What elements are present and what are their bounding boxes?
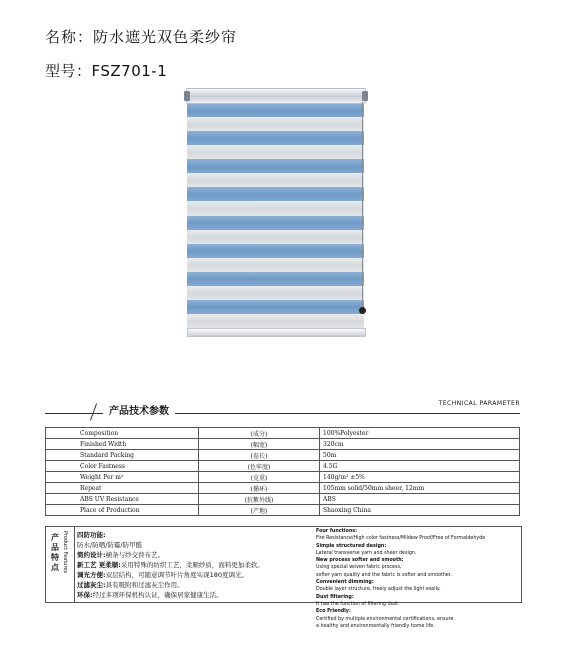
features-label xyxy=(46,527,75,602)
feature-cn-line-head: 四防功能: xyxy=(77,531,106,539)
blind-stripe-blue xyxy=(187,187,364,202)
blind-stripe-grey xyxy=(187,314,364,329)
feature-en-line xyxy=(316,594,520,601)
feature-en-line xyxy=(316,535,520,542)
feature-en-line-text: softer yarn quality and the fabric is softer and smoother. xyxy=(316,572,452,578)
blind-product-image xyxy=(186,88,366,336)
spec-row xyxy=(46,483,520,494)
feature-en-line xyxy=(316,557,520,564)
feature-en-line-head: Dust filtering: xyxy=(316,594,354,600)
spec-name-cn: (卷长) xyxy=(199,450,320,461)
feature-en-line xyxy=(316,586,520,593)
feature-cn-line-head: 过滤灰尘: xyxy=(77,581,106,589)
feature-cn-line-text: 采用特殊的纺织工艺，柔顺纱质，面料更加柔软。 xyxy=(120,561,264,569)
feature-en-line xyxy=(316,572,520,579)
spec-name-cn: (循环) xyxy=(199,483,320,494)
feature-cn-line xyxy=(77,550,299,560)
feature-en-line xyxy=(316,564,520,571)
feature-en-line xyxy=(316,528,520,535)
spec-value: 50m xyxy=(320,450,520,461)
feature-cn-line xyxy=(77,540,299,550)
spec-row xyxy=(46,428,520,439)
blind-stripe-grey xyxy=(187,117,364,132)
feature-cn-line xyxy=(77,580,299,590)
spec-value: 140g/m² ±5% xyxy=(320,472,520,483)
feature-cn-line xyxy=(77,530,299,540)
feature-en-line xyxy=(316,623,520,630)
feature-cn-line xyxy=(77,570,299,580)
feature-en-line-head: Four functions: xyxy=(316,529,358,534)
spec-table xyxy=(45,427,520,516)
feature-en-line xyxy=(316,543,520,550)
feature-cn-line-head: 简约设计: xyxy=(77,551,106,559)
feature-cn-line xyxy=(77,590,299,600)
spec-row xyxy=(46,461,520,472)
product-model: 型号：FSZ701-1 xyxy=(45,62,168,80)
feature-cn-line-text: 具有吸附和过滤灰尘作用。 xyxy=(105,581,184,589)
feature-en-line-text: Fire Resistance/High color fastness/Mildew Proof/Free of Formaldehyde xyxy=(316,536,486,542)
spec-name-cn: (色牢度) xyxy=(199,461,320,472)
headrail-right-cap xyxy=(362,91,368,101)
bottom-rail xyxy=(187,328,366,337)
blind-stripes xyxy=(187,103,364,328)
spec-name-cn: (抗紫外线) xyxy=(199,494,320,505)
spec-name-en: Repeat xyxy=(46,483,199,494)
blind-stripe-grey xyxy=(187,201,364,216)
cord-weight xyxy=(359,307,366,314)
feature-en-line-text: Certified by multiple environmental certifications, ensure xyxy=(316,616,454,622)
product-name: 名称：防水遮光双色柔纱帘 xyxy=(45,28,238,46)
spec-name-cn: (幅宽) xyxy=(199,439,320,450)
feature-en-line xyxy=(316,601,520,608)
feature-cn-line-head: 调光方便: xyxy=(77,571,106,579)
spec-name-en: Standard Packing xyxy=(46,450,199,461)
blind-stripe-grey xyxy=(187,230,364,245)
spec-row xyxy=(46,505,520,516)
feature-en-line-head: Eco Friendly: xyxy=(316,609,351,615)
spec-name-cn: (产地) xyxy=(199,505,320,516)
feature-en-line xyxy=(316,616,520,623)
features-label-cn: 产品特点 xyxy=(51,533,59,572)
feature-en-line-text: Double layer structure, freely adjust the light easily. xyxy=(316,587,441,593)
features-block xyxy=(45,526,522,629)
section-slash xyxy=(90,403,97,420)
feature-cn-line-text: 经过多项环保机构认证，确保居家健康生活。 xyxy=(92,591,223,599)
blind-stripe-blue xyxy=(187,216,364,231)
blind-stripe-blue xyxy=(187,131,364,146)
spec-value: 105mm solid/50mm sheer, 12mm xyxy=(320,483,520,494)
blind-stripe-grey xyxy=(187,258,364,273)
features-en-list xyxy=(316,528,520,630)
feature-cn-line-text: 横条与纱交替布艺。 xyxy=(105,551,165,559)
section-header xyxy=(45,398,520,424)
spec-name-en: Finished Width xyxy=(46,439,199,450)
spec-name-cn: (克重) xyxy=(199,472,320,483)
blind-stripe-blue xyxy=(187,300,364,315)
spec-value: 320cm xyxy=(320,439,520,450)
feature-cn-line-head: 环保: xyxy=(77,591,93,599)
section-title-en: TECHNICAL PARAMETER xyxy=(434,400,520,407)
spec-value: ABS xyxy=(320,494,520,505)
spec-name-en: Weight Per m² xyxy=(46,472,199,483)
spec-value: 4.5G xyxy=(320,461,520,472)
feature-en-line-text: It has the function of filtering dust. xyxy=(316,601,400,607)
blind-stripe-grey xyxy=(187,173,364,188)
feature-cn-line xyxy=(77,560,299,570)
spec-name-en: Place of Production xyxy=(46,505,199,516)
spec-value: 100%Polyester xyxy=(320,428,520,439)
feature-en-line xyxy=(316,608,520,615)
spec-value: Shaoxing China xyxy=(320,505,520,516)
spec-name-en: Color Fastness xyxy=(46,461,199,472)
feature-cn-line-text: 双层结构，可随意调节叶片角度实现180度调光。 xyxy=(105,571,249,579)
spec-name-en: ABS UV Resistance xyxy=(46,494,199,505)
blind-stripe-blue xyxy=(187,272,364,287)
feature-en-line-head: New process softer and smooth: xyxy=(316,558,404,564)
headrail xyxy=(186,88,366,104)
spec-name-cn: (成分) xyxy=(199,428,320,439)
feature-en-line xyxy=(316,550,520,557)
blind-stripe-blue xyxy=(187,103,364,118)
feature-en-line-text: Lateral transverse yarn and sheer design. xyxy=(316,550,417,556)
feature-en-line-text: Using special woven fabric process, xyxy=(316,565,402,571)
headrail-left-cap xyxy=(184,91,190,101)
section-title: 产品技术参数 xyxy=(103,402,175,417)
spec-row xyxy=(46,472,520,483)
features-cn-list xyxy=(77,530,299,600)
feature-en-line-head: Convenient dimming: xyxy=(316,580,374,586)
spec-row xyxy=(46,494,520,505)
spec-row xyxy=(46,439,520,450)
blind-stripe-grey xyxy=(187,145,364,160)
pull-cord xyxy=(362,102,363,310)
features-label-en: Product Features xyxy=(62,531,68,574)
feature-en-line xyxy=(316,579,520,586)
blind-stripe-blue xyxy=(187,244,364,259)
feature-en-line-text: a healthy and environmentally friendly home life. xyxy=(316,623,435,629)
feature-en-line-head: Simple structured design: xyxy=(316,543,387,549)
feature-cn-line-head: 新工艺 更柔顺: xyxy=(77,561,121,569)
blind-stripe-grey xyxy=(187,286,364,301)
spec-name-en: Composition xyxy=(46,428,199,439)
spec-row xyxy=(46,450,520,461)
blind-stripe-blue xyxy=(187,159,364,174)
feature-cn-line-text: 防水/防晒/防霉/防甲醛 xyxy=(77,541,143,549)
